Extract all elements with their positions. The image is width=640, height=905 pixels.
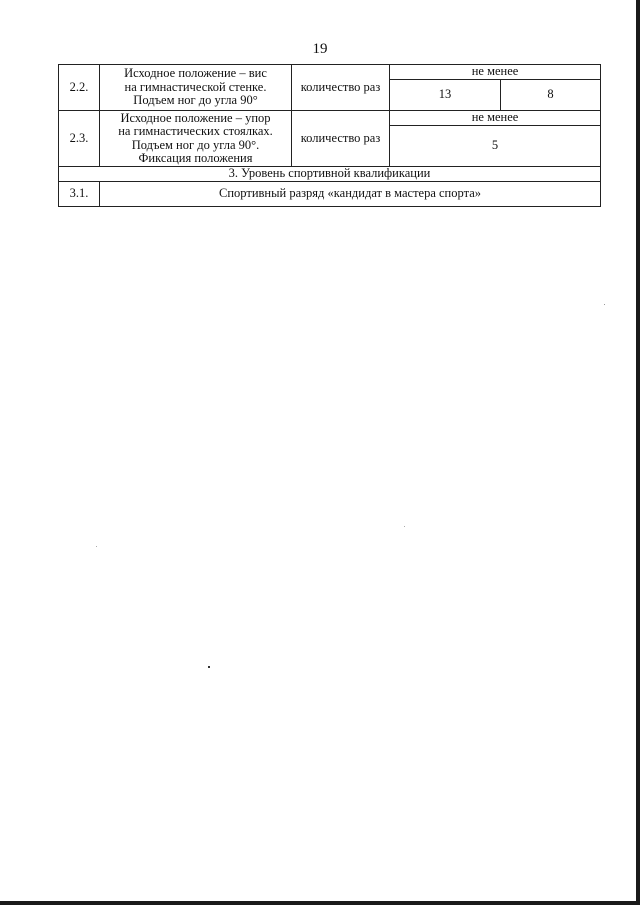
- exercise-line: Подъем ног до угла 90°: [133, 93, 258, 108]
- scan-speck: [96, 546, 97, 547]
- unit-cell: количество раз: [292, 111, 390, 167]
- table-row-2-3: [59, 111, 601, 126]
- norm-header: не менее: [390, 65, 601, 80]
- qualification-text: Спортивный разряд «кандидат в мастера спорта»: [100, 181, 601, 206]
- exercise-line: Фиксация положения: [138, 151, 253, 165]
- norm-value: 5: [390, 126, 601, 167]
- row-number: 2.2.: [59, 65, 100, 111]
- table-row-3-1: [59, 181, 601, 206]
- section-3-title: 3. Уровень спортивной квалификации: [59, 167, 601, 182]
- scan-speck: [208, 666, 210, 668]
- exercise-line: Исходное положение – упор: [120, 110, 271, 125]
- row-number: 3.1.: [59, 181, 100, 206]
- norms-table: [58, 64, 601, 207]
- exercise-line: Подъем ног до угла 90°.: [131, 137, 260, 152]
- exercise-description: [100, 65, 292, 111]
- page-number: 19: [312, 41, 328, 57]
- exercise-line: на гимнастических стоялках.: [118, 124, 273, 138]
- exercise-line: на гимнастической стенке.: [124, 79, 267, 94]
- norm-value: 13: [390, 80, 501, 111]
- row-number: 2.3.: [59, 111, 100, 167]
- scan-speck: [604, 304, 605, 305]
- exercise-description: [100, 111, 292, 167]
- norm-value: 8: [501, 80, 601, 111]
- section-3-row: [59, 167, 601, 182]
- norm-header: не менее: [390, 111, 601, 126]
- exercise-line: Исходное положение – вис: [124, 66, 267, 81]
- scan-speck: [404, 526, 405, 527]
- table-row-2-2: [59, 65, 601, 80]
- unit-cell: количество раз: [292, 65, 390, 111]
